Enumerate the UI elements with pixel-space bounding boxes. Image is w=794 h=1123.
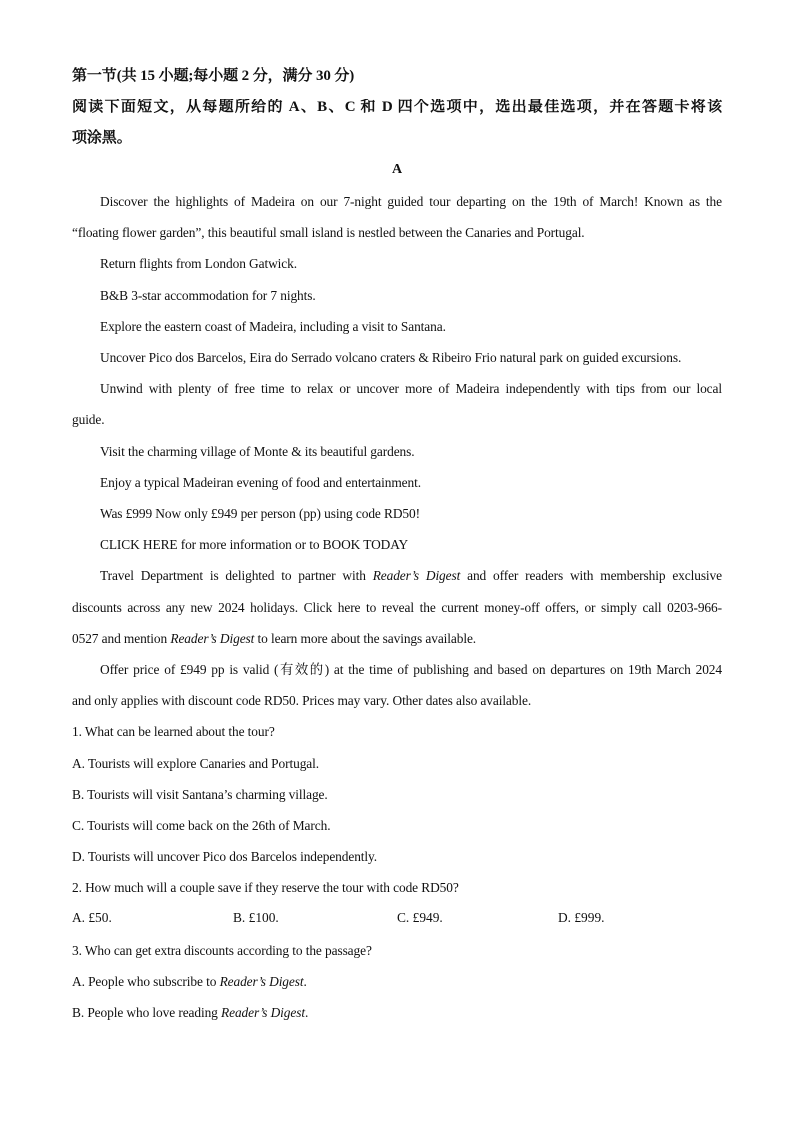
question-3-option-a [72,974,722,990]
publication-name: Reader’s Digest [219,974,304,989]
question-2-option-a: A. £50. [72,910,112,925]
offer-line-2: and only applies with discount code RD50. Prices may vary. Other dates also available. [72,693,532,708]
publication-name: Reader’s Digest [221,1005,305,1020]
instruction-line-1: 阅读下面短文，从每题所给的 A、B、C 和 D 四个选项中，选出最佳选项，并在答题卡将该 [72,99,722,115]
tour-item-flights: Return flights from London Gatwick. [100,256,297,271]
tour-item-accommodation: B&B 3-star accommodation for 7 nights. [100,288,316,303]
passage-intro-line-1: Discover the highlights of Madeira on our 7-night guided tour departing on the 19th of March! Known as the [100,194,722,209]
tour-item-uncover: Uncover Pico dos Barcelos, Eira do Serrado volcano craters & Ribeiro Frio natural park on guided excursions. [100,350,682,365]
dept-line-3 [72,631,722,647]
tour-item-visit: Visit the charming village of Monte & its beautiful gardens. [100,444,415,459]
publication-name: Reader’s Digest [372,568,461,583]
passage-intro-line-2: “floating flower garden”, this beautiful small island is nestled between the Canaries and Portugal. [72,225,585,240]
dept-line-3-b: to learn more about the savings available. [254,631,477,646]
question-2-option-c: C. £949. [397,910,443,925]
tour-cta: CLICK HERE for more information or to BOOK TODAY [100,537,409,552]
option-text: A. People who subscribe to [72,974,220,989]
tour-item-unwind-line-2: guide. [72,412,105,427]
tour-item-enjoy: Enjoy a typical Madeiran evening of food and entertainment. [100,475,421,490]
tour-item-unwind-line-1: Unwind with plenty of free time to relax or uncover more of Madeira independently with tips from our local [100,381,722,396]
question-2-stem: 2. How much will a couple save if they reserve the tour with code RD50? [72,880,459,895]
question-3-stem: 3. Who can get extra discounts according to the passage? [72,943,372,958]
dept-line-3-a: 0527 and mention [72,631,171,646]
question-1-option-a: A. Tourists will explore Canaries and Portugal. [72,756,320,771]
question-3-option-b [72,1005,722,1021]
dept-line-2: discounts across any new 2024 holidays. Click here to reveal the current money-off offers, or simply call 0203-966- [72,600,722,615]
publication-name: Reader’s Digest [170,631,255,646]
question-1-option-d: D. Tourists will uncover Pico dos Barcelos independently. [72,849,378,864]
instruction-line-2: 项涂黑。 [72,130,132,146]
dept-line-1-a: Travel Department is delighted to partner with [100,568,373,583]
question-2-option-b: B. £100. [233,910,279,925]
option-punct: . [304,1005,309,1020]
passage-heading: A [391,162,403,177]
question-1-option-b: B. Tourists will visit Santana’s charming village. [72,787,328,802]
question-1-stem: 1. What can be learned about the tour? [72,724,275,739]
option-text: B. People who love reading [72,1005,222,1020]
option-punct: . [303,974,307,989]
question-1-option-c: C. Tourists will come back on the 26th of March. [72,818,331,833]
offer-line-1: Offer price of £949 pp is valid (有效的) at the time of publishing and based on departures on 19th March 2024 [100,662,722,677]
tour-item-explore: Explore the eastern coast of Madeira, including a visit to Santana. [100,319,446,334]
dept-line-1 [100,568,722,584]
dept-line-1-b: and offer readers with membership exclusive [460,568,722,583]
section-title: 第一节(共 15 小题;每小题 2 分，满分 30 分) [72,68,355,84]
question-2-option-d: D. £999. [558,910,605,925]
tour-price: Was £999 Now only £949 per person (pp) using code RD50! [100,506,420,521]
